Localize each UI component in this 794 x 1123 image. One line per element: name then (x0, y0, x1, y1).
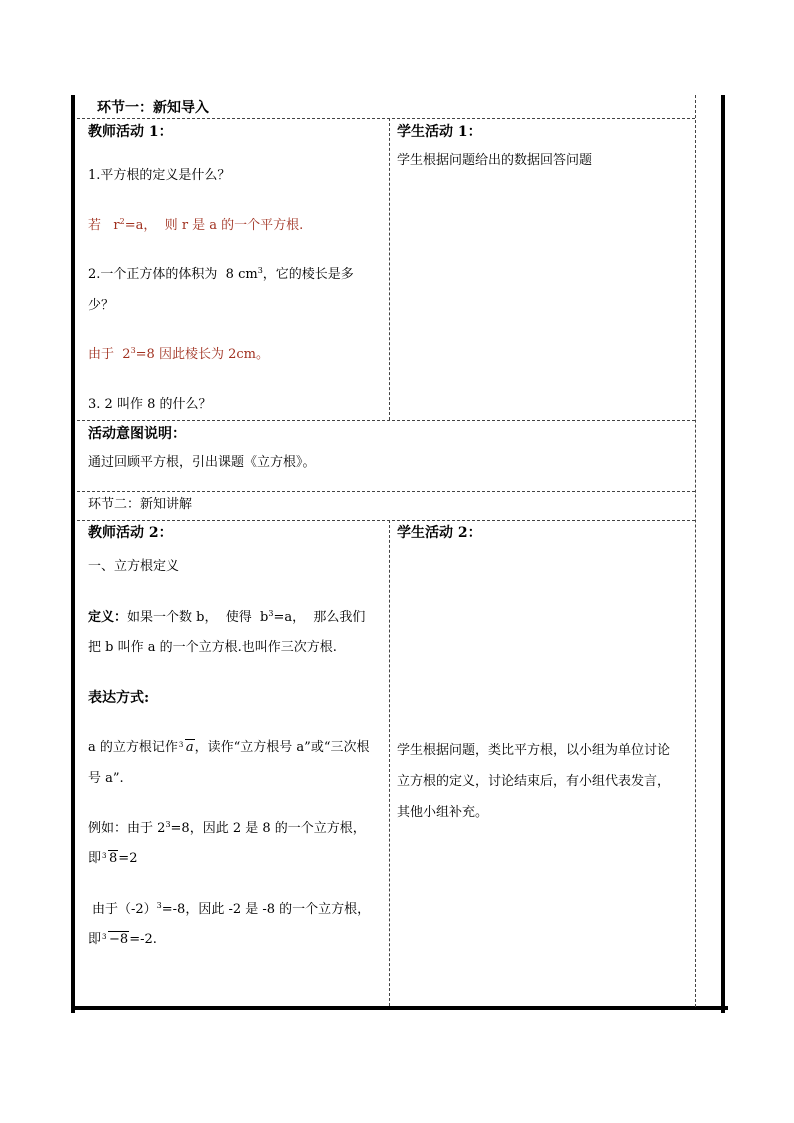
row-divider-4 (77, 520, 695, 521)
example-1-line2: 即 3 8=2 (88, 851, 138, 866)
question-2-line1: 2.一个正方体的体积为 8 $cm^3$，它的棱长是多 (88, 266, 354, 282)
answer-2: 由于 $2^3=8$ 因此棱长为 2cm。 (88, 346, 269, 362)
student-activity-2-title: 学生活动 2： (397, 525, 482, 541)
expression-line1: a 的立方根记作 3 a，读作“立方根号 a”或“三次根 (88, 740, 370, 755)
teacher-activity-2-title: 教师活动 2： (88, 525, 173, 541)
example-2-line1: 由于$(-2)^3=-8$，因此 -2 是 -8 的一个立方根， (92, 901, 371, 917)
row-divider-1 (77, 118, 695, 119)
example-2-line2: 即 3 −8=-2. (88, 932, 157, 947)
activity-intent-text: 通过回顾平方根，引出课题《立方根》。 (88, 455, 316, 470)
teacher-activity-1-title: 教师活动 1： (88, 124, 173, 140)
column-divider-1 (389, 118, 390, 420)
activity-intent-title: 活动意图说明： (88, 426, 186, 442)
row-divider-2 (77, 420, 695, 421)
section2-header: 环节二：新知讲解 (88, 497, 193, 512)
section1-header: 环节一：新知导入 (97, 100, 209, 116)
student-activity-2-line1: 学生根据问题，类比平方根，以小组为单位讨论 (397, 743, 671, 758)
definition-line2: 把 b 叫作 a 的一个立方根.也叫作三次方根. (88, 640, 337, 655)
cube-root-a: 3 a (178, 740, 194, 755)
definition-line1: 定义：如果一个数 b， 使得 $b^3=a$， 那么我们 (88, 609, 366, 625)
table-left-border (71, 95, 75, 1013)
question-1: 1.平方根的定义是什么？ (88, 168, 231, 183)
expression-line2: 号 a”. (88, 771, 124, 786)
cube-root-8: 3 8 (102, 851, 118, 866)
student-activity-1-text: 学生根据问题给出的数据回答问题 (397, 153, 593, 168)
table-bottom-border (71, 1006, 728, 1010)
student-activity-2-line3: 其他小组补充。 (397, 805, 489, 820)
example-1-line1: 例如：由于 $2^3=8$，因此 2 是 8 的一个立方根， (88, 820, 366, 836)
cube-root-neg8: 3 −8 (102, 932, 129, 947)
column-divider-2 (389, 520, 390, 1006)
table-right-border (721, 95, 725, 1013)
answer-1: 若 $r^2=a$， 则 r 是 a 的一个平方根. (88, 217, 304, 233)
question-3: 3. 2 叫作 8 的什么？ (88, 397, 212, 412)
row-divider-3 (77, 491, 695, 492)
expression-title: 表达方式: (88, 690, 150, 706)
student-activity-1-title: 学生活动 1： (397, 124, 482, 140)
student-activity-2-line2: 立方根的定义，讨论结束后，有小组代表发言， (397, 774, 671, 789)
table-right-inner-line (695, 95, 696, 1007)
question-2-line2: 少？ (88, 298, 115, 313)
cube-root-heading: 一、立方根定义 (88, 559, 180, 574)
